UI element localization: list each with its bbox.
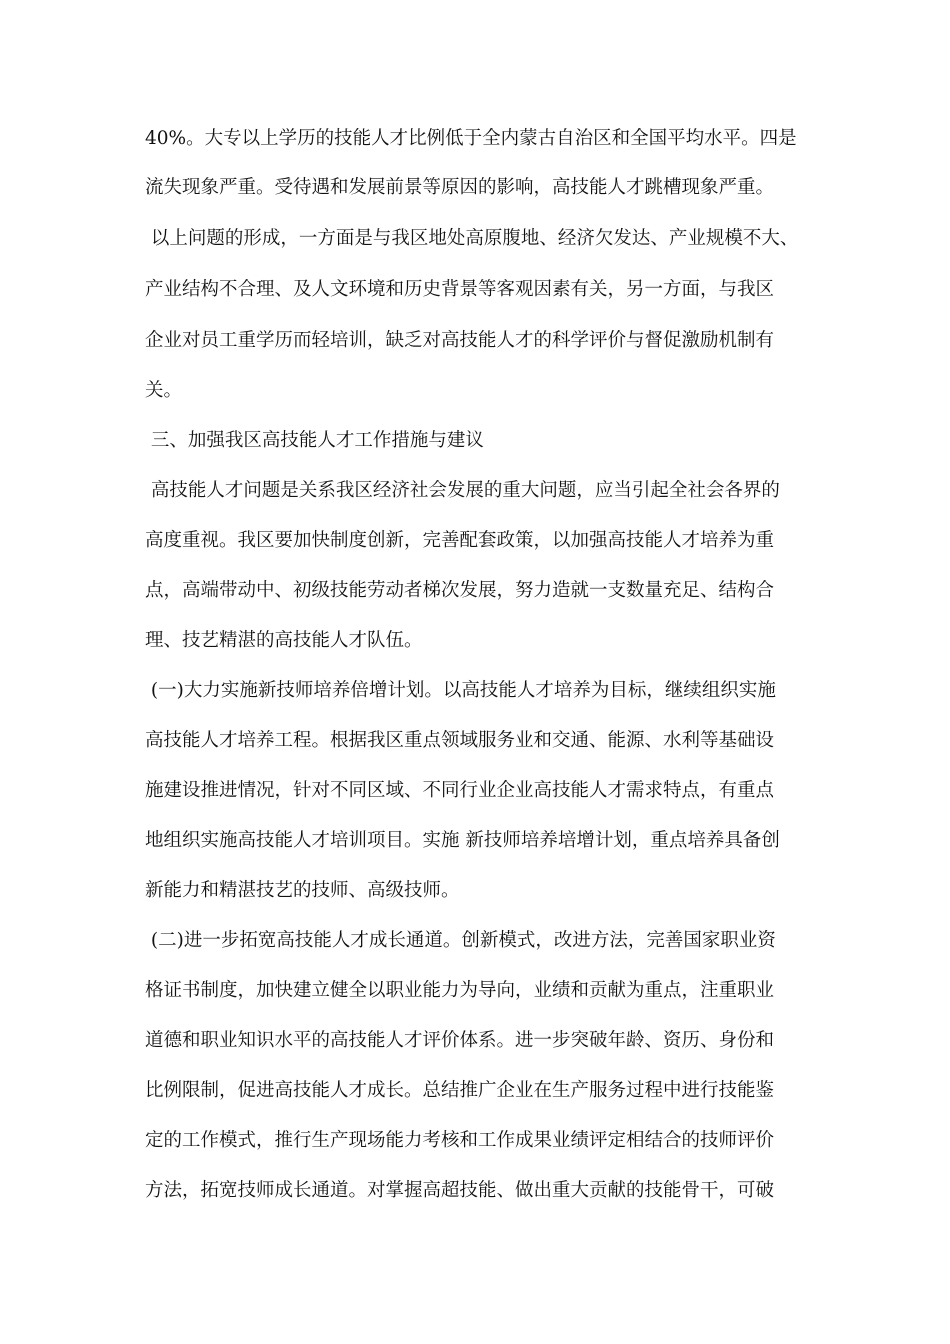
section-heading: 三、加强我区高技能人才工作措施与建议 bbox=[145, 430, 484, 451]
text-line-22: 方法，拓宽技师成长通道。对掌握高超技能、做出重大贡献的技能骨干，可破 bbox=[145, 1180, 775, 1201]
text-line-4: 产业结构不合理、及人文环境和历史背景等客观因素有关，另一方面，与我区 bbox=[145, 279, 775, 300]
text-line-6: 关。 bbox=[145, 380, 183, 401]
text-line-2: 流失现象严重。受待遇和发展前景等原因的影响，高技能人才跳槽现象严重。 bbox=[145, 177, 775, 198]
text-line-16: 新能力和精湛技艺的技师、高级技师。 bbox=[145, 880, 460, 901]
text-line-3: 以上问题的形成，一方面是与我区地处高原腹地、经济欠发达、产业规模不大、 bbox=[145, 228, 799, 249]
text-line-21: 定的工作模式，推行生产现场能力考核和工作成果业绩评定相结合的技师评价 bbox=[145, 1130, 775, 1151]
text-line-20: 比例限制，促进高技能人才成长。总结推广企业在生产服务过程中进行技能鉴 bbox=[145, 1080, 775, 1101]
text-line-14: 施建设推进情况，针对不同区域、不同行业企业高技能人才需求特点，有重点 bbox=[145, 780, 775, 801]
text-line-9: 高度重视。我区要加快制度创新，完善配套政策，以加强高技能人才培养为重 bbox=[145, 530, 775, 551]
text-line-5: 企业对员工重学历而轻培训，缺乏对高技能人才的科学评价与督促激励机制有 bbox=[145, 330, 775, 351]
text-line-1: 40%。大专以上学历的技能人才比例低于全内蒙古自治区和全国平均水平。四是 bbox=[145, 128, 797, 149]
text-line-17: (二)进一步拓宽高技能人才成长通道。创新模式，改进方法，完善国家职业资 bbox=[145, 930, 776, 951]
text-line-19: 道德和职业知识水平的高技能人才评价体系。进一步突破年龄、资历、身份和 bbox=[145, 1030, 775, 1051]
text-line-18: 格证书制度，加快建立健全以职业能力为导向，业绩和贡献为重点，注重职业 bbox=[145, 980, 775, 1001]
text-line-11: 理、技艺精湛的高技能人才队伍。 bbox=[145, 630, 423, 651]
text-line-12: (一)大力实施新技师培养倍增计划。以高技能人才培养为目标，继续组织实施 bbox=[145, 680, 776, 701]
text-line-10: 点，高端带动中、初级技能劳动者梯次发展，努力造就一支数量充足、结构合 bbox=[145, 580, 775, 601]
text-line-15: 地组织实施高技能人才培训项目。实施 新技师培养培增计划，重点培养具备创 bbox=[145, 830, 780, 851]
text-line-8: 高技能人才问题是关系我区经济社会发展的重大问题，应当引起全社会各界的 bbox=[145, 480, 780, 501]
text-line-13: 高技能人才培养工程。根据我区重点领域服务业和交通、能源、水利等基础设 bbox=[145, 730, 775, 751]
